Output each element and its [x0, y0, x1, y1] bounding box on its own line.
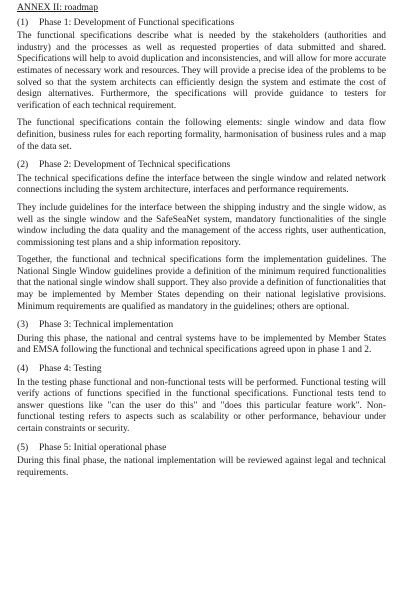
phase-3-title: Phase 3: Technical implementation [39, 319, 174, 331]
phase-1-number: (1) [17, 16, 29, 28]
phase-2-heading [17, 159, 386, 171]
phase-4-number: (4) [17, 363, 29, 375]
phase-2-paragraph-1: The technical specifications define the interface between the single window and related network connections including the system architecture, interfaces and performance requirements. [17, 173, 386, 196]
phase-1-paragraph-1: The functional specifications describe what is needed by the stakeholders (authorities and industry) and the processes as well as requested properties of data submitted and shared. Specifications will help to avoid duplication and inconsistencies, and will allow for more accurate estimates of necessary work and resources. They will provide a precise idea of the problems to be solved so that the system architects can efficiently design the system and estimate the cost of design alternatives. Furthermore, the specifications will provide guidance to testers for verification of each technical requirement. [17, 31, 386, 111]
phase-5-title: Phase 5: Initial operational phase [39, 441, 167, 453]
phase-3-number: (3) [17, 319, 29, 331]
annex-title: ANNEX II: roadmap [17, 2, 98, 13]
phase-5-paragraph-1: During this final phase, the national implementation will be reviewed against legal and technical requirements. [17, 456, 386, 478]
phase-2-paragraph-2: They include guidelines for the interface between the shipping industry and the single widow, as well as the single window and the SafeSeaNet system, mandatory functionalities of the single window including the data quality and the management of the access rights, user authentication, commissioning test plans and a ship information repository. [17, 202, 386, 248]
phase-2-paragraph-3: Together, the functional and technical specifications form the implementation guidelines. The National Single Window guidelines provide a definition of the minimum required functionalities that the national single window shall support. They also provide a definition of functionalities that may be implemented by Member States depending on their national legislative provisions. Minimum requirements are qualified as mandatory in the guidelines; others are optional. [17, 255, 386, 312]
phase-4-heading [17, 363, 386, 375]
phase-2-title: Phase 2: Development of Technical specifications [39, 159, 231, 171]
phase-1-heading [17, 17, 386, 29]
phase-3-paragraph-1: During this phase, the national and central systems have to be implemented by Member States and EMSA following the functional and technical specifications agreed upon in phase 1 and 2. [17, 333, 386, 356]
phase-5-number: (5) [17, 441, 29, 453]
phase-3-heading [17, 319, 386, 331]
phase-1-title: Phase 1: Development of Functional specifications [39, 16, 235, 28]
phase-5-heading [17, 442, 386, 454]
phase-1-paragraph-2: The functional specifications contain the following elements: single window and data flow definition, business rules for each reporting formality, harmonisation of business rules and a map of the data set. [17, 118, 386, 152]
phase-4-paragraph-1: In the testing phase functional and non-functional tests will be performed. Functional testing will verify actions of functions specified in the functional specifications. Functional tests tend to answer questions like "can the user do this" and "does this particular feature work". Non-functional testing refers to aspects such as scalability or other performance, behaviour under certain constraints or security. [17, 377, 386, 434]
phase-4-title: Phase 4: Testing [39, 363, 102, 375]
phase-2-number: (2) [17, 159, 29, 171]
